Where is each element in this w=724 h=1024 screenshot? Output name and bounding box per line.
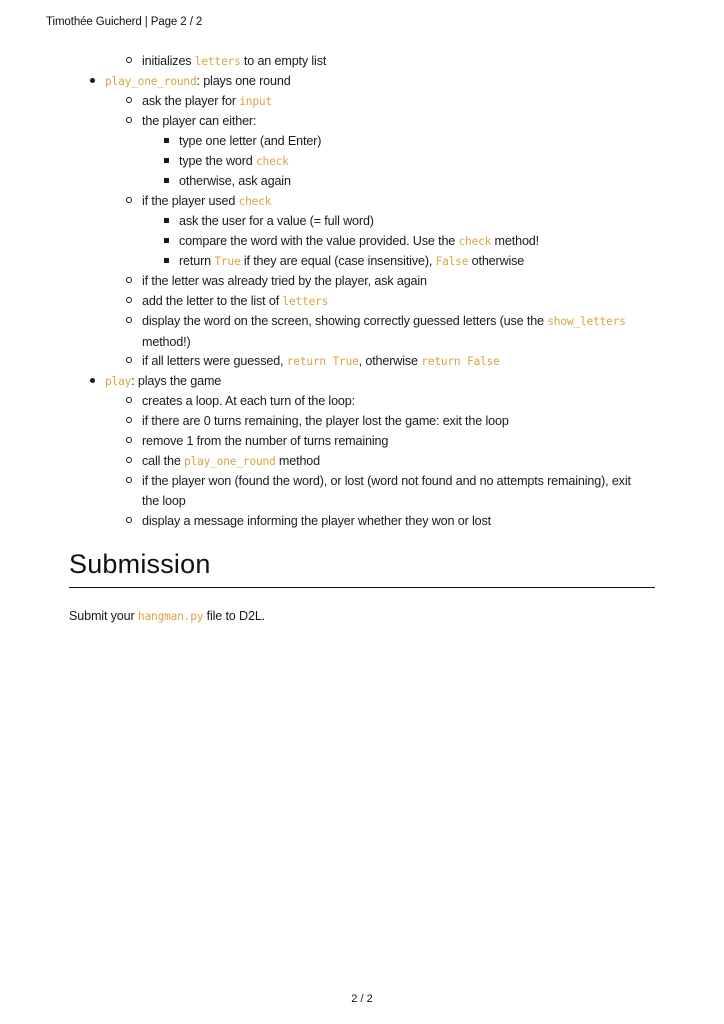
inline-code: hangman.py (137, 610, 204, 623)
list-item: play: plays the game (105, 374, 222, 388)
inline-code: check (238, 195, 272, 208)
inline-code: input (239, 95, 272, 108)
list-item: return True if they are equal (case insensitive), False otherwise (179, 254, 525, 268)
bullet-square (164, 158, 169, 163)
bullet-hollow (126, 297, 132, 303)
bullet-solid (90, 78, 95, 83)
bullet-hollow (126, 197, 132, 203)
bullet-hollow (126, 517, 132, 523)
heading-divider (69, 587, 655, 588)
list-item: remove 1 from the number of turns remaining (142, 434, 389, 448)
bullet-hollow (126, 357, 132, 363)
bullet-hollow (126, 317, 132, 323)
bullet-square (164, 218, 169, 223)
inline-code: play_one_round (184, 455, 276, 468)
list-item: type the word check (179, 154, 289, 168)
bullet-hollow (126, 97, 132, 103)
bullet-hollow (126, 117, 132, 123)
list-item: the player can either: (142, 114, 257, 128)
list-item: if the player won (found the word), or lost (word not found and no attempts remaining), exit the loop (142, 474, 631, 508)
inline-code: return False (421, 355, 500, 368)
bullet-square (164, 258, 169, 263)
list-item: creates a loop. At each turn of the loop: (142, 394, 355, 408)
list-item: call the play_one_round method (142, 454, 321, 468)
list-item: display a message informing the player whether they won or lost (142, 514, 491, 528)
list-item: ask the player for input (142, 94, 272, 108)
list-item: type one letter (and Enter) (179, 134, 322, 148)
inline-code: letters (194, 55, 241, 68)
inline-code: False (435, 255, 469, 268)
submission-paragraph: Submit your hangman.py file to D2L. (69, 609, 266, 623)
bullet-hollow (126, 277, 132, 283)
bullet-hollow (126, 397, 132, 403)
page-header: Timothée Guicherd | Page 2 / 2 (46, 16, 203, 28)
list-item: if there are 0 turns remaining, the player lost the game: exit the loop (142, 414, 509, 428)
list-item: add the letter to the list of letters (142, 294, 329, 308)
list-item: if all letters were guessed, return True, otherwise return False (142, 354, 500, 368)
inline-code: play (105, 375, 132, 388)
bullet-solid (90, 378, 95, 383)
bullet-hollow (126, 57, 132, 63)
bullet-hollow (126, 457, 132, 463)
inline-code: letters (282, 295, 329, 308)
list-item: initializes letters to an empty list (142, 54, 327, 68)
list-item: if the letter was already tried by the player, ask again (142, 274, 427, 288)
list-item: ask the user for a value (= full word) (179, 214, 374, 228)
list-item: if the player used check (142, 194, 272, 208)
inline-code: play_one_round (105, 75, 197, 88)
bullet-hollow (126, 437, 132, 443)
list-item: play_one_round: plays one round (105, 74, 291, 88)
bullet-hollow (126, 477, 132, 483)
inline-code: show_letters (547, 315, 626, 328)
bullet-hollow (126, 417, 132, 423)
list-item: compare the word with the value provided. Use the check method! (179, 234, 540, 248)
list-item: display the word on the screen, showing correctly guessed letters (use the show_letters method!) (142, 314, 626, 349)
inline-code: True (214, 255, 241, 268)
list-item: otherwise, ask again (179, 174, 291, 188)
inline-code: return True (286, 355, 359, 368)
section-heading: Submission (69, 549, 211, 579)
inline-code: check (458, 235, 492, 248)
inline-code: check (256, 155, 289, 168)
bullet-square (164, 238, 169, 243)
page-footer: 2 / 2 (351, 993, 373, 1005)
bullet-square (164, 138, 169, 143)
bullet-square (164, 178, 169, 183)
